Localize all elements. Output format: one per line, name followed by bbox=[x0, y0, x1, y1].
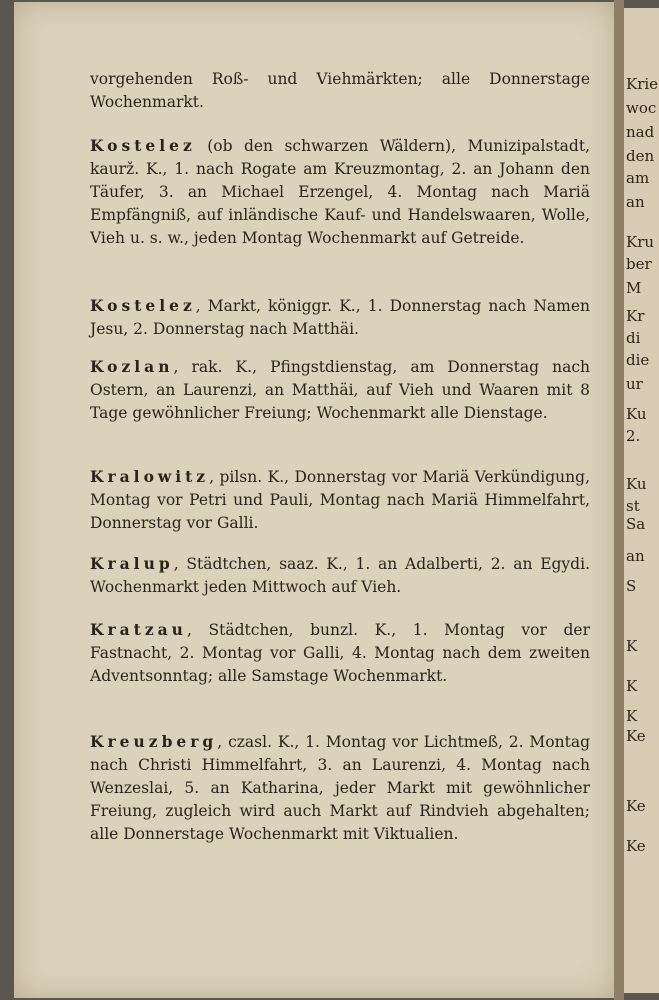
entry-text: , Städtchen, bunzl. K., 1. Montag vor der Fastnacht, 2. Montag vor Galli, 4. Montag nach dem zweiten Adventsonntag; alle Samstage Wochenmarkt. bbox=[90, 621, 590, 685]
facing-page-fragment: M bbox=[626, 279, 642, 297]
entry-keyword: Kreuzberg bbox=[90, 732, 218, 751]
entry-kralowitz bbox=[90, 465, 590, 535]
facing-page-fragment: den bbox=[626, 147, 655, 165]
facing-page-fragment: Kru bbox=[626, 233, 655, 251]
entry-kozlan bbox=[90, 355, 590, 425]
entry-kreuzberg bbox=[90, 730, 590, 846]
facing-page-fragment: ber bbox=[626, 255, 652, 273]
entry-keyword: Kostelez bbox=[90, 296, 196, 315]
entry-text: , Markt, königgr. K., 1. Donnerstag nach Namen Jesu, 2. Donnerstag nach Matthäi. bbox=[90, 297, 590, 338]
facing-page-fragment: S bbox=[626, 577, 637, 595]
facing-page-fragment: Kr bbox=[626, 307, 645, 325]
facing-page-fragment: K bbox=[626, 707, 638, 725]
entry-text: (ob den schwarzen Wäldern), Munizipalstadt, kaurž. K., 1. nach Rogate am Kreuzmontag, 2. an Johann den Täufer, 3. an Michael Erzengel, 4. Montag nach Mariä Empfängniß, auf inländische Kauf- und Handelswaaren, Wolle, Vieh u. s. w., jeden Montag Wochenmarkt auf Getreide. bbox=[90, 137, 590, 247]
facing-page-fragment: K bbox=[626, 637, 638, 655]
facing-page-fragment: woc bbox=[626, 99, 657, 117]
facing-page-fragment: Ke bbox=[626, 837, 646, 855]
entry-text: , pilsn. K., Donnerstag vor Mariä Verkündigung, Montag vor Petri und Pauli, Montag nach Mariä Himmelfahrt, Donnerstag vor Galli. bbox=[90, 468, 590, 532]
facing-page-fragment: st bbox=[626, 497, 640, 515]
facing-page-fragment: di bbox=[626, 329, 641, 347]
entry-keyword: Kralowitz bbox=[90, 467, 210, 486]
facing-page-fragment: Ke bbox=[626, 797, 646, 815]
entry-keyword: Kostelez bbox=[90, 136, 196, 155]
facing-page-edge bbox=[624, 8, 659, 993]
book-spine bbox=[614, 0, 624, 1000]
entry-text: vorgehenden Roß- und Viehmärkten; alle Donnerstage Wochenmarkt. bbox=[90, 70, 590, 111]
entry-kostelez-2 bbox=[90, 294, 590, 341]
entry-text: , czasl. K., 1. Montag vor Lichtmeß, 2. Montag nach Christi Himmelfahrt, 3. an Laurenzi, 4. Montag nach Wenzeslai, 5. an Katharina, jeder Markt mit gewöhnlicher Freiung, zugleich wird auch Markt auf Rindvieh abgehalten; alle Donnerstage Wochenmarkt mit Viktualien. bbox=[90, 733, 590, 843]
entry-keyword: Kralup bbox=[90, 554, 174, 573]
facing-page-fragment: 2. bbox=[626, 427, 641, 445]
entry-text: , Städtchen, saaz. K., 1. an Adalberti, 2. an Egydi. Wochenmarkt jeden Mittwoch auf Vieh. bbox=[90, 555, 590, 596]
facing-page-fragment: an bbox=[626, 193, 645, 211]
facing-page-fragment: K bbox=[626, 677, 638, 695]
entry-kostelez-1 bbox=[90, 134, 590, 250]
facing-page-fragment: ur bbox=[626, 375, 643, 393]
entry-keyword: Kratzau bbox=[90, 620, 187, 639]
facing-page-fragment: am bbox=[626, 169, 650, 187]
facing-page-fragment: Ku bbox=[626, 405, 647, 423]
facing-page-fragment: Sa bbox=[626, 515, 646, 533]
entry-continuation bbox=[90, 68, 590, 114]
entry-kralup bbox=[90, 552, 590, 599]
facing-page-fragment: die bbox=[626, 351, 650, 369]
entry-keyword: Kozlan bbox=[90, 357, 174, 376]
facing-page-fragment: Ku bbox=[626, 475, 647, 493]
facing-page-fragment: nad bbox=[626, 123, 655, 141]
facing-page-fragment: Ke bbox=[626, 727, 646, 745]
facing-page-fragment: Krie bbox=[626, 75, 659, 93]
entry-kratzau bbox=[90, 618, 590, 688]
facing-page-fragment: an bbox=[626, 547, 645, 565]
entry-text: , rak. K., Pfingstdienstag, am Donnerstag nach Ostern, an Laurenzi, an Matthäi, auf Vieh und Waaren mit 8 Tage gewöhnlicher Freiung; Wochenmarkt alle Dienstage. bbox=[90, 358, 590, 422]
